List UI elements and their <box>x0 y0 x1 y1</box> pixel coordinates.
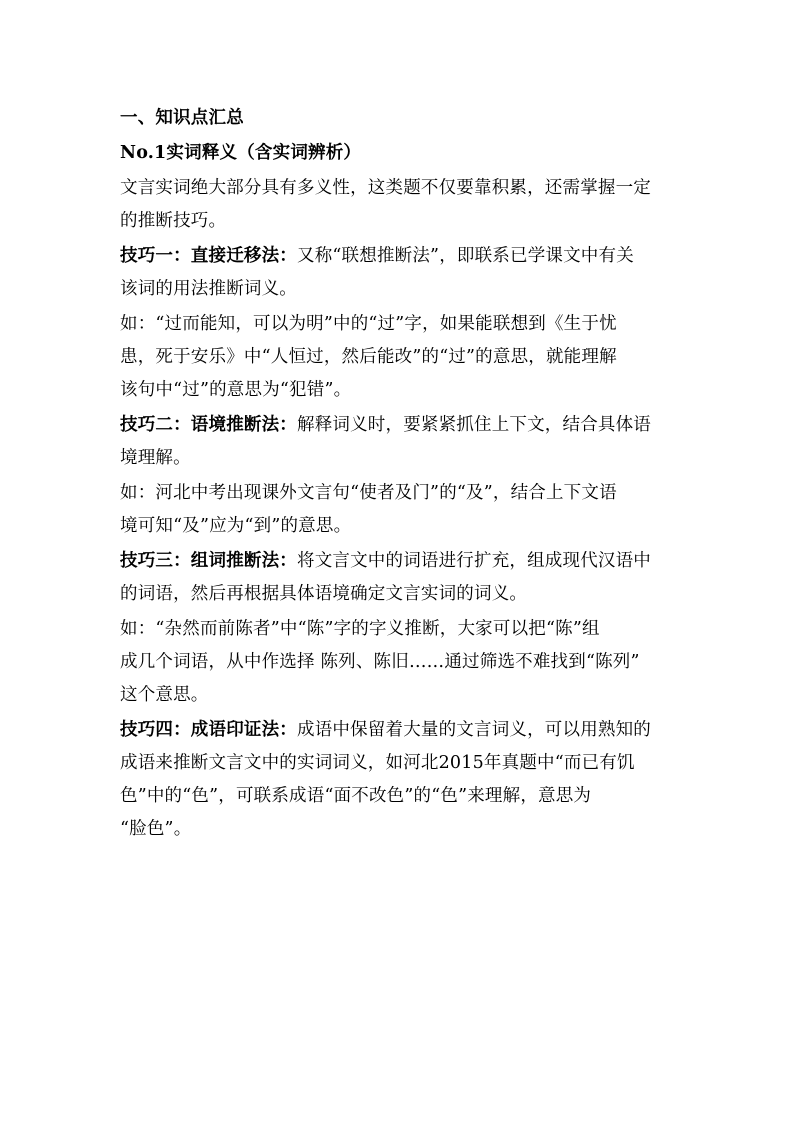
tip-4-text-1: 成语中保留着大量的文言词义，可以用熟知的 <box>297 720 651 740</box>
tip-2-line-2: 境理解。 <box>120 448 191 468</box>
example-2-line-2: 境可知“及”应为“到”的意思。 <box>120 516 352 536</box>
example-2-line-1: 如：河北中考出现课外文言句“使者及门”的“及”，结合上下文语 <box>120 483 617 503</box>
example-2-paragraph <box>120 477 680 543</box>
example-3-line-1: 如：“杂然而前陈者”中“陈”字的字义推断，大家可以把“陈”组 <box>120 619 600 639</box>
tip-1-line-1 <box>120 240 680 273</box>
tip-2-paragraph <box>120 409 680 475</box>
tip-4-line-3: 色”中的“色”，可联系成语“面不改色”的“色”来理解，意思为 <box>120 786 592 806</box>
tip-2-text-1: 解释词义时，要紧紧抓住上下文，结合具体语 <box>297 415 651 435</box>
example-3-line-3: 这个意思。 <box>120 685 209 705</box>
tip-3-line-1 <box>120 545 680 578</box>
tip-4-line-1 <box>120 714 680 747</box>
document-body <box>120 102 680 848</box>
example-1-line-3: 该句中“过”的意思为“犯错”。 <box>120 380 352 400</box>
tip-2-line-1 <box>120 409 680 442</box>
tip-3-line-2: 的词语，然后再根据具体语境确定文言实词的词义。 <box>120 584 528 604</box>
tip-1-paragraph <box>120 240 680 306</box>
tip-4-paragraph <box>120 714 680 846</box>
tip-4-lead: 技巧四：成语印证法： <box>120 720 297 740</box>
intro-line-2: 的推断技巧。 <box>120 211 227 231</box>
intro-paragraph <box>120 172 680 238</box>
tip-4-line-4: “脸色”。 <box>120 819 192 839</box>
tip-1-text-1: 又称“联想推断法”，即联系已学课文中有关 <box>297 246 634 266</box>
tip-4-line-2: 成语来推断文言文中的实词词义，如河北2015年真题中“而已有饥 <box>120 753 635 773</box>
example-3-line-2: 成几个词语，从中作选择 陈列、陈旧……通过筛选不难找到“陈列” <box>120 652 640 672</box>
subsection-title: No.1实词释义（含实词辨析） <box>120 143 362 163</box>
tip-3-paragraph <box>120 545 680 611</box>
example-1-paragraph <box>120 308 680 407</box>
tip-1-line-2: 该词的用法推断词义。 <box>120 279 297 299</box>
example-1-line-2: 患，死于安乐》中“人恒过，然后能改”的“过”的意思，就能理解 <box>120 347 617 367</box>
tip-1-lead: 技巧一：直接迁移法： <box>120 246 297 266</box>
tip-3-lead: 技巧三：组词推断法： <box>120 551 297 571</box>
intro-line-1: 文言实词绝大部分具有多义性，这类题不仅要靠积累，还需掌握一定 <box>120 178 651 198</box>
tip-2-lead: 技巧二：语境推断法： <box>120 415 297 435</box>
example-3-paragraph <box>120 613 680 712</box>
section-title: 一、知识点汇总 <box>120 108 244 128</box>
tip-3-text-1: 将文言文中的词语进行扩充，组成现代汉语中 <box>297 551 651 571</box>
example-1-line-1: 如：“过而能知，可以为明”中的“过”字，如果能联想到《生于忧 <box>120 314 617 334</box>
